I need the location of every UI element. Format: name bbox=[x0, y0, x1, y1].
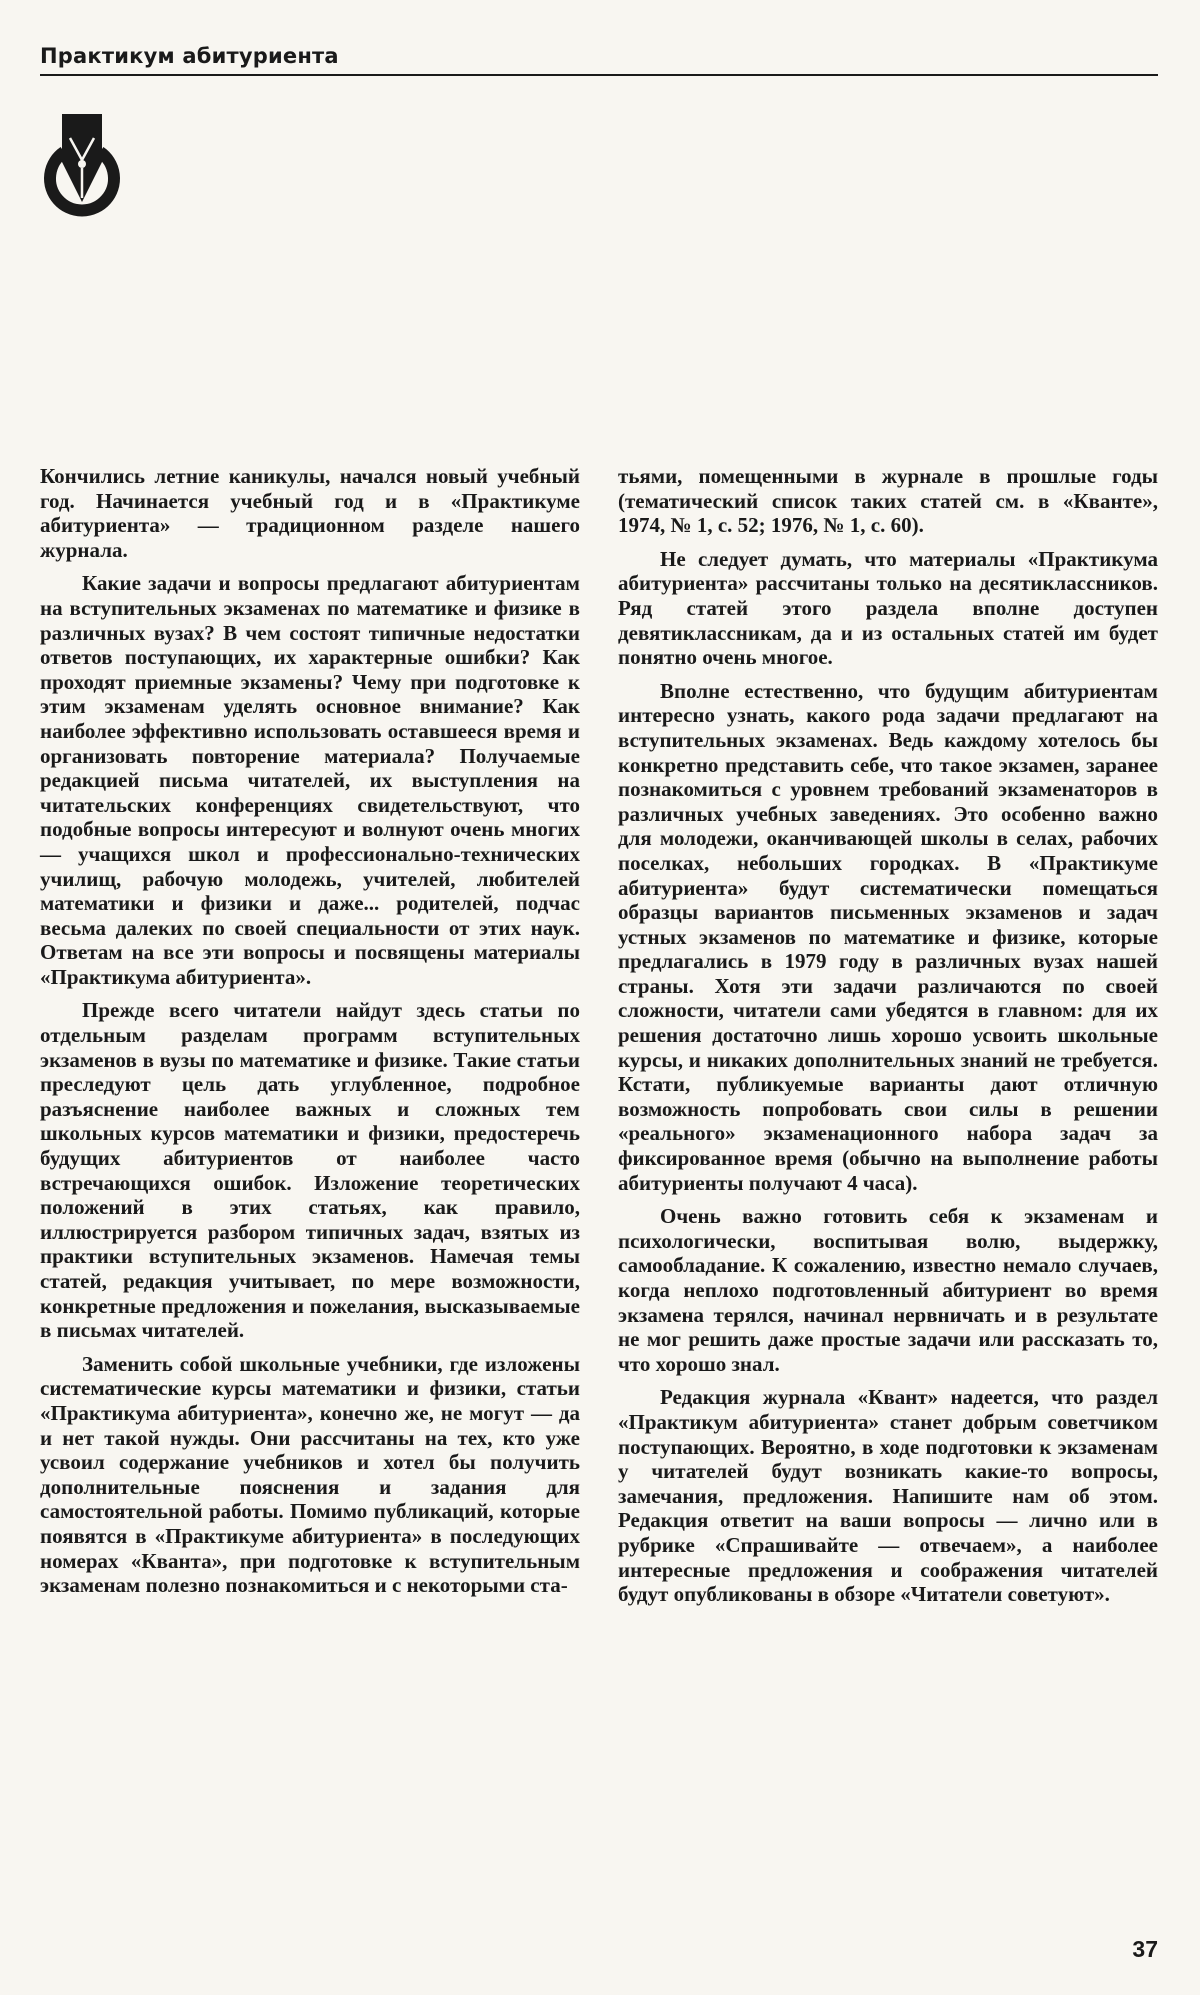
paragraph: Редакция журнала «Квант» надеется, что раздел «Практикум абитуриента» станет добрым советчиком поступающих. Вероятно, в ходе подготовки к экзаменам у читателей будут возникать какие-то вопросы, замечания, предложения. Напишите нам об этом. Редакция ответит на ваши вопросы — лично или в рубрике «Спрашивайте — отвечаем», а наиболее интересные предложения и соображения читателей будут опубликованы в обзоре «Читатели советуют». bbox=[618, 1385, 1158, 1607]
paragraph: Кончились летние каникулы, начался новый учебный год. Начинается учебный год и в «Практикуме абитуриента» — традиционном разделе нашего журнала. bbox=[40, 464, 580, 562]
section-title: Практикум абитуриента bbox=[40, 44, 339, 68]
page-number: 37 bbox=[1132, 1936, 1158, 1962]
paragraph: Какие задачи и вопросы предлагают абитуриентам на вступительных экзаменах по математике и физике в различных вузах? В чем состоят типичные недостатки ответов поступающих, их характерные ошибки? Как проходят приемные экзамены? Чему при подготовке к этим экзаменам уделять основное внимание? Как наиболее эффективно использовать оставшееся время и организовать повторение материала? Получаемые редакцией письма читателей, их выступления на читательских конференциях свидетельствуют, что подобные вопросы интересуют и волнуют очень многих — учащихся школ и профессионально-технических училищ, рабочую молодежь, учителей, любителей математики и физики и даже... родителей, подчас весьма далеких по своей специальности от этих наук. Ответам на все эти вопросы и посвящены материалы «Практикума абитуриента». bbox=[40, 571, 580, 989]
paragraph: Вполне естественно, что будущим абитуриентам интересно узнать, какого рода задачи предлагают на вступительных экзаменах. Ведь каждому хотелось бы конкретно представить себе, что такое экзамен, заранее познакомиться с уровнем требований экзаменаторов в различных учебных заведениях. Это особенно важно для молодежи, оканчивающей школы в селах, рабочих поселках, небольших городках. В «Практикуме абитуриента» будут систематически помещаться образцы вариантов письменных экзаменов и задач устных экзаменов по математике и физике, которые предлагались в 1979 году в различных вузах нашей страны. Хотя эти задачи различаются по своей сложности, читатели сами убедятся в главном: для их решения достаточно лишь хорошо усвоить школьные курсы, и никаких дополнительных знаний не требуется. Кстати, публикуемые варианты дают отличную возможность попробовать свои силы в решении «реального» экзаменационного набора задач за фиксированное время (обычно на выполнение работы абитуриенты получают 4 часа). bbox=[618, 678, 1158, 1195]
pen-nib-emblem-icon bbox=[42, 110, 122, 220]
paragraph: Прежде всего читатели найдут здесь статьи по отдельным разделам программ вступительных экзаменов в вузы по математике и физике. Такие статьи преследуют цель дать углубленное, подробное разъяснение наиболее важных и сложных тем школьных курсов математики и физики, предостеречь будущих абитуриентов от наиболее часто встречающихся ошибок. Изложение теоретических положений в этих статьях, как правило, иллюстрируется разбором типичных задач, взятых из практики вступительных экзаменов. Намечая темы статей, редакция учитывает, по мере возможности, конкретные предложения и пожелания, высказываемые в письмах читателей. bbox=[40, 998, 580, 1343]
article-left-column bbox=[40, 464, 580, 1607]
paragraph: Заменить собой школьные учебники, где изложены систематические курсы математики и физики, статьи «Практикума абитуриента», конечно же, не могут — да и нет такой нужды. Они рассчитаны на тех, кто уже усвоил содержание учебников и хотел бы получить дополнительные пояснения и задания для самостоятельной работы. Помимо публикаций, которые появятся в «Практикуме абитуриента» в последующих номерах «Кванта», при подготовке к вступительным экзаменам полезно познакомиться и с некоторыми ста- bbox=[40, 1351, 580, 1598]
paragraph: Очень важно готовить себя к экзаменам и психологически, воспитывая волю, выдержку, самообладание. К сожалению, известно немало случаев, когда неплохо подготовленный абитуриент во время экзамена терялся, начинал нервничать и в результате не мог решить даже простые задачи или рассказать то, что хорошо знал. bbox=[618, 1204, 1158, 1376]
paragraph: Не следует думать, что материалы «Практикума абитуриента» рассчитаны только на десятиклассников. Ряд статей этого раздела вполне доступен девятиклассникам, да и из остальных статей им будет понятно очень многое. bbox=[618, 546, 1158, 670]
paragraph: тьями, помещенными в журнале в прошлые годы (тематический список таких статей см. в «Кванте», 1974, № 1, с. 52; 1976, № 1, с. 60). bbox=[618, 464, 1158, 538]
section-header bbox=[40, 44, 1158, 76]
article-right-column bbox=[618, 464, 1158, 1616]
